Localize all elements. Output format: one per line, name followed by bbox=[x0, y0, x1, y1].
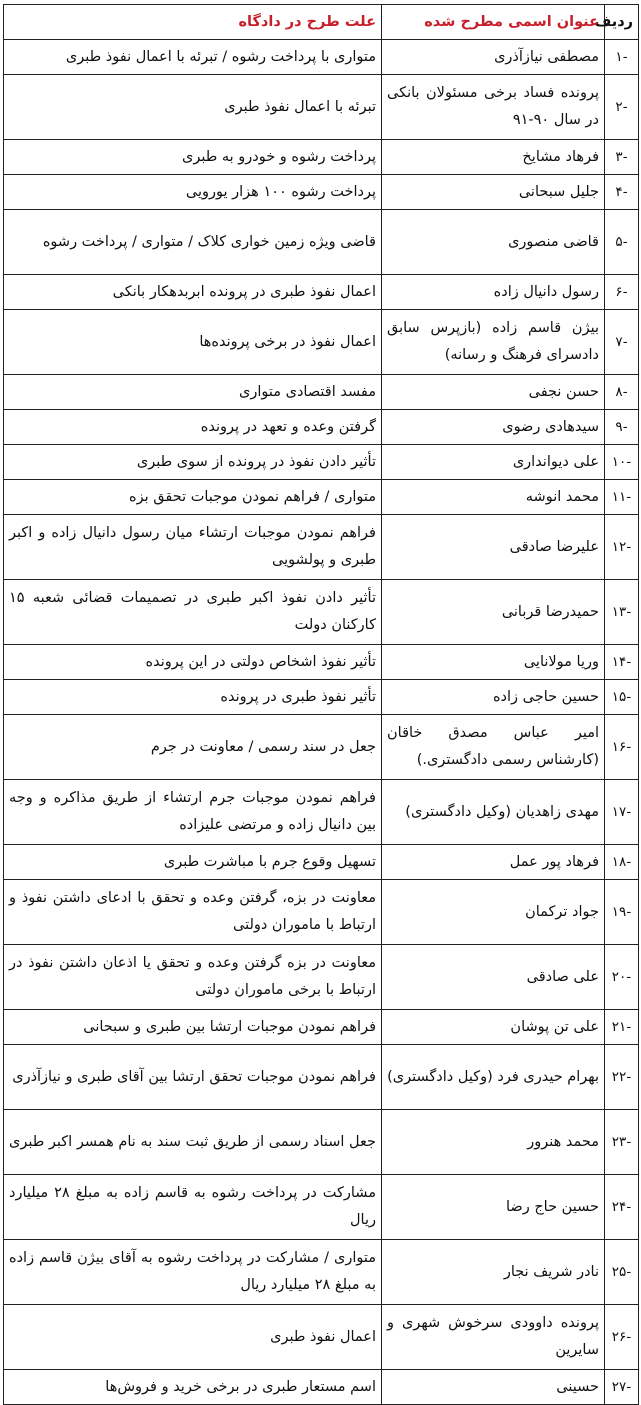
row-index: -۲ bbox=[605, 75, 639, 140]
row-reason: اعمال نفوذ طبری bbox=[4, 1305, 382, 1370]
row-name: حسن نجفی bbox=[382, 375, 605, 410]
row-reason: فراهم نمودن موجبات ارتشاء میان رسول دانیال زاده و اکبر طبری و پولشویی bbox=[4, 515, 382, 580]
row-name: علی تن پوشان bbox=[382, 1010, 605, 1045]
row-name: امیر عباس مصدق خاقان (کارشناس رسمی دادگستری.) bbox=[382, 715, 605, 780]
row-name: بهرام حیدری فرد (وکیل دادگستری) bbox=[382, 1045, 605, 1110]
table-row bbox=[4, 1110, 639, 1175]
row-name: وریا مولانایی bbox=[382, 645, 605, 680]
row-name: بیژن قاسم زاده (بازپرس سابق دادسرای فرهنگ و رسانه) bbox=[382, 310, 605, 375]
row-name: سیدهادی رضوی bbox=[382, 410, 605, 445]
row-reason: معاونت در بزه، گرفتن وعده و تحقق با ادعای داشتن نفوذ و ارتباط با ماموران دولتی bbox=[4, 880, 382, 945]
row-reason: اعمال نفوذ در برخی پرونده‌ها bbox=[4, 310, 382, 375]
header-index: ردیف bbox=[605, 5, 639, 40]
header-row bbox=[4, 5, 639, 40]
row-reason: قاضی ویژه زمین خواری کلاک / متواری / پرداخت رشوه bbox=[4, 210, 382, 275]
row-index: -۵ bbox=[605, 210, 639, 275]
header-name: عنوان اسمی مطرح شده bbox=[382, 5, 605, 40]
row-reason: تأثیر نفوذ طبری در پرونده bbox=[4, 680, 382, 715]
row-name: حمیدرضا قربانی bbox=[382, 580, 605, 645]
row-reason: تأثیر دادن نفوذ اکبر طبری در تصمیمات قضائی شعبه ۱۵ کارکنان دولت bbox=[4, 580, 382, 645]
row-reason: اسم مستعار طبری در برخی خرید و فروش‌ها bbox=[4, 1370, 382, 1405]
row-index: -۱۲ bbox=[605, 515, 639, 580]
row-index: -۶ bbox=[605, 275, 639, 310]
row-name: مهدی زاهدیان (وکیل دادگستری) bbox=[382, 780, 605, 845]
table-row bbox=[4, 515, 639, 580]
table-row bbox=[4, 945, 639, 1010]
row-reason: اعمال نفوذ طبری در پرونده ابربدهکار بانکی bbox=[4, 275, 382, 310]
row-index: -۱۹ bbox=[605, 880, 639, 945]
row-reason: مفسد اقتصادی متواری bbox=[4, 375, 382, 410]
row-index: -۹ bbox=[605, 410, 639, 445]
row-name: فرهاد پور عمل bbox=[382, 845, 605, 880]
row-name: علیرضا صادقی bbox=[382, 515, 605, 580]
row-index: -۲۶ bbox=[605, 1305, 639, 1370]
cases-table bbox=[3, 4, 639, 1405]
table-row bbox=[4, 445, 639, 480]
table-row bbox=[4, 140, 639, 175]
row-reason: متواری / فراهم نمودن موجبات تحقق بزه bbox=[4, 480, 382, 515]
row-reason: تسهیل وقوع جرم با مباشرت طبری bbox=[4, 845, 382, 880]
table-row bbox=[4, 410, 639, 445]
row-index: -۲۵ bbox=[605, 1240, 639, 1305]
row-index: -۴ bbox=[605, 175, 639, 210]
row-index: -۱۳ bbox=[605, 580, 639, 645]
row-index: -۱ bbox=[605, 40, 639, 75]
row-reason: پرداخت رشوه ۱۰۰ هزار یورویی bbox=[4, 175, 382, 210]
row-reason: تأثیر نفوذ اشخاص دولتی در این پرونده bbox=[4, 645, 382, 680]
table-row bbox=[4, 175, 639, 210]
row-index: -۲۲ bbox=[605, 1045, 639, 1110]
row-name: مصطفی نیازآذری bbox=[382, 40, 605, 75]
table-row bbox=[4, 1305, 639, 1370]
row-index: -۱۰ bbox=[605, 445, 639, 480]
row-reason: متواری با پرداخت رشوه / تبرئه با اعمال نفوذ طبری bbox=[4, 40, 382, 75]
row-name: پرونده داوودی سرخوش شهری و سایرین bbox=[382, 1305, 605, 1370]
table-row bbox=[4, 1240, 639, 1305]
row-reason: متواری / مشارکت در پرداخت رشوه به آقای بیژن قاسم زاده به مبلغ ۲۸ میلیارد ریال bbox=[4, 1240, 382, 1305]
header-reason: علت طرح در دادگاه bbox=[4, 5, 382, 40]
row-name: حسین حاجی زاده bbox=[382, 680, 605, 715]
table-row bbox=[4, 780, 639, 845]
table-row bbox=[4, 680, 639, 715]
row-name: محمد هنرور bbox=[382, 1110, 605, 1175]
row-reason: تبرئه با اعمال نفوذ طبری bbox=[4, 75, 382, 140]
row-name: علی دیوانداری bbox=[382, 445, 605, 480]
row-index: -۷ bbox=[605, 310, 639, 375]
table-row bbox=[4, 1370, 639, 1405]
row-name: جواد ترکمان bbox=[382, 880, 605, 945]
row-index: -۱۶ bbox=[605, 715, 639, 780]
row-index: -۲۰ bbox=[605, 945, 639, 1010]
row-reason: فراهم نمودن موجبات ارتشا بین طبری و سبحانی bbox=[4, 1010, 382, 1045]
row-name: فرهاد مشایخ bbox=[382, 140, 605, 175]
row-reason: جعل اسناد رسمی از طریق ثبت سند به نام همسر اکبر طبری bbox=[4, 1110, 382, 1175]
row-name: علی صادقی bbox=[382, 945, 605, 1010]
table-row bbox=[4, 1010, 639, 1045]
row-reason: فراهم نمودن موجبات جرم ارتشاء از طریق مذاکره و وجه بین دانیال زاده و مرتضی علیزاده bbox=[4, 780, 382, 845]
row-name: محمد انوشه bbox=[382, 480, 605, 515]
row-reason: مشارکت در پرداخت رشوه به قاسم زاده به مبلغ ۲۸ میلیارد ریال bbox=[4, 1175, 382, 1240]
row-reason: پرداخت رشوه و خودرو به طبری bbox=[4, 140, 382, 175]
table-row bbox=[4, 210, 639, 275]
table-row bbox=[4, 1175, 639, 1240]
row-name: پرونده فساد برخی مسئولان بانکی در سال ۹۰-۹۱ bbox=[382, 75, 605, 140]
row-index: -۱۵ bbox=[605, 680, 639, 715]
row-name: جلیل سبحانی bbox=[382, 175, 605, 210]
table-row bbox=[4, 480, 639, 515]
table-row bbox=[4, 845, 639, 880]
row-index: -۲۴ bbox=[605, 1175, 639, 1240]
row-name: قاضی منصوری bbox=[382, 210, 605, 275]
row-index: -۸ bbox=[605, 375, 639, 410]
row-index: -۱۷ bbox=[605, 780, 639, 845]
row-index: -۲۱ bbox=[605, 1010, 639, 1045]
table-row bbox=[4, 375, 639, 410]
row-index: -۲۷ bbox=[605, 1370, 639, 1405]
row-reason: فراهم نمودن موجبات تحقق ارتشا بین آقای طبری و نیازآذری bbox=[4, 1045, 382, 1110]
row-index: -۲۳ bbox=[605, 1110, 639, 1175]
row-reason: تأثیر دادن نفوذ در پرونده از سوی طبری bbox=[4, 445, 382, 480]
row-name: حسین حاج رضا bbox=[382, 1175, 605, 1240]
table-row bbox=[4, 580, 639, 645]
table-row bbox=[4, 40, 639, 75]
table-row bbox=[4, 75, 639, 140]
row-name: رسول دانیال زاده bbox=[382, 275, 605, 310]
table-row bbox=[4, 275, 639, 310]
row-index: -۱۸ bbox=[605, 845, 639, 880]
row-name: نادر شریف نجار bbox=[382, 1240, 605, 1305]
table-row bbox=[4, 880, 639, 945]
table-row bbox=[4, 645, 639, 680]
table-row bbox=[4, 1045, 639, 1110]
row-reason: جعل در سند رسمی / معاونت در جرم bbox=[4, 715, 382, 780]
row-index: -۱۴ bbox=[605, 645, 639, 680]
row-reason: گرفتن وعده و تعهد در پرونده bbox=[4, 410, 382, 445]
row-reason: معاونت در بزه گرفتن وعده و تحقق یا اذعان داشتن نفوذ در ارتباط با برخی ماموران دولتی bbox=[4, 945, 382, 1010]
table-row bbox=[4, 715, 639, 780]
row-index: -۱۱ bbox=[605, 480, 639, 515]
row-name: حسینی bbox=[382, 1370, 605, 1405]
table-row bbox=[4, 310, 639, 375]
row-index: -۳ bbox=[605, 140, 639, 175]
